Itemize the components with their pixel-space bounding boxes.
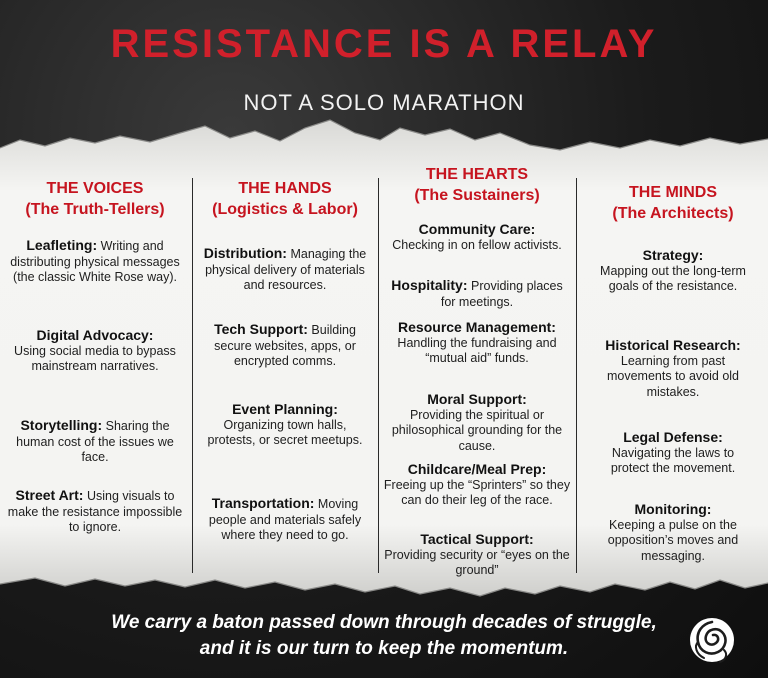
role-description: Using social media to bypass mainstream narratives. bbox=[14, 343, 176, 373]
role-label: Transportation: bbox=[211, 495, 315, 511]
role-item bbox=[198, 496, 372, 544]
role-description: Building secure websites, apps, or encrypted comms. bbox=[214, 323, 356, 368]
role-item bbox=[384, 532, 570, 579]
role-description: Providing places for meetings. bbox=[440, 279, 563, 309]
role-description: Managing the physical delivery of materials and resources. bbox=[205, 247, 367, 292]
role-label: Storytelling: bbox=[20, 417, 103, 433]
column-heading bbox=[194, 178, 376, 220]
role-label: Leafleting: bbox=[26, 237, 98, 253]
column-title: THE HEARTS bbox=[425, 166, 529, 183]
role-description: Mapping out the long-term goals of the resistance. bbox=[600, 263, 746, 293]
role-label: Community Care: bbox=[418, 221, 536, 237]
role-label: Historical Research: bbox=[605, 337, 741, 353]
role-label: Moral Support: bbox=[427, 391, 527, 407]
role-description: Navigating the laws to protect the movement. bbox=[610, 445, 736, 475]
role-item bbox=[384, 278, 570, 310]
role-description: Writing and distributing physical messages (the classic White Rose way). bbox=[10, 239, 180, 284]
role-label: Street Art: bbox=[15, 487, 84, 503]
role-label: Hospitality: bbox=[391, 277, 468, 293]
column-title: THE VOICES bbox=[46, 180, 144, 197]
role-item bbox=[10, 418, 180, 466]
role-item bbox=[394, 320, 560, 367]
role-label: Distribution: bbox=[203, 245, 287, 261]
column-heading bbox=[580, 182, 766, 224]
role-description: Moving people and materials safely where they need to go. bbox=[208, 497, 362, 542]
roles-columns bbox=[0, 150, 768, 590]
role-description: Organizing town halls, protests, or secret meetups. bbox=[207, 417, 363, 447]
role-item bbox=[198, 402, 372, 449]
footer-line-1: We carry a baton passed down through decades of struggle, bbox=[111, 612, 657, 633]
rose-icon bbox=[684, 612, 740, 668]
role-label: Digital Advocacy: bbox=[36, 327, 154, 343]
footer-line-2: and it is our turn to keep the momentum. bbox=[199, 638, 569, 659]
role-item bbox=[198, 322, 372, 370]
column-title: THE MINDS bbox=[629, 184, 717, 201]
column-subtitle: (The Truth-Tellers) bbox=[25, 201, 165, 218]
column-hearts bbox=[380, 150, 574, 590]
page-title: RESISTANCE IS A RELAY bbox=[110, 22, 658, 66]
role-label: Monitoring: bbox=[634, 501, 712, 517]
role-item bbox=[382, 462, 572, 509]
role-label: Tech Support: bbox=[214, 321, 308, 337]
role-item bbox=[384, 222, 570, 253]
role-item bbox=[198, 246, 372, 294]
column-heading bbox=[380, 164, 574, 206]
column-heading bbox=[2, 178, 188, 220]
role-description: Using visuals to make the resistance impossible to ignore. bbox=[7, 489, 183, 534]
column-subtitle: (Logistics & Labor) bbox=[212, 201, 358, 218]
column-subtitle: (The Architects) bbox=[612, 205, 734, 222]
column-divider bbox=[576, 178, 577, 573]
column-subtitle: (The Sustainers) bbox=[414, 187, 540, 204]
role-label: Strategy: bbox=[642, 247, 704, 263]
role-description: Providing security or “eyes on the ground” bbox=[384, 547, 570, 577]
role-label: Resource Management: bbox=[398, 319, 556, 335]
role-item bbox=[6, 238, 184, 286]
role-description: Freeing up the “Sprinters” so they can do their leg of the race. bbox=[383, 477, 571, 507]
role-label: Legal Defense: bbox=[623, 429, 723, 445]
role-label: Tactical Support: bbox=[420, 531, 534, 547]
role-item bbox=[588, 502, 758, 564]
role-item bbox=[592, 430, 754, 477]
column-voices bbox=[2, 150, 188, 590]
column-divider bbox=[192, 178, 193, 573]
role-description: Checking in on fellow activists. bbox=[392, 237, 562, 252]
column-minds bbox=[580, 150, 766, 590]
role-item bbox=[592, 338, 754, 400]
role-item bbox=[6, 328, 184, 375]
role-description: Sharing the human cost of the issues we face. bbox=[16, 419, 174, 464]
role-description: Keeping a pulse on the opposition’s moves and messaging. bbox=[607, 517, 739, 563]
role-description: Learning from past movements to avoid old mistakes. bbox=[606, 353, 739, 399]
role-item bbox=[384, 392, 570, 454]
role-label: Event Planning: bbox=[232, 401, 338, 417]
role-label: Childcare/Meal Prep: bbox=[407, 461, 547, 477]
role-item bbox=[6, 488, 184, 536]
column-title: THE HANDS bbox=[238, 180, 332, 197]
column-divider bbox=[378, 178, 379, 573]
footer-quote bbox=[0, 610, 768, 662]
role-item bbox=[594, 248, 752, 295]
role-description: Handling the fundraising and “mutual aid” funds. bbox=[397, 335, 557, 365]
role-description: Providing the spiritual or philosophical grounding for the cause. bbox=[391, 407, 563, 453]
page-subtitle: NOT A SOLO MARATHON bbox=[243, 90, 525, 115]
column-hands bbox=[194, 150, 376, 590]
